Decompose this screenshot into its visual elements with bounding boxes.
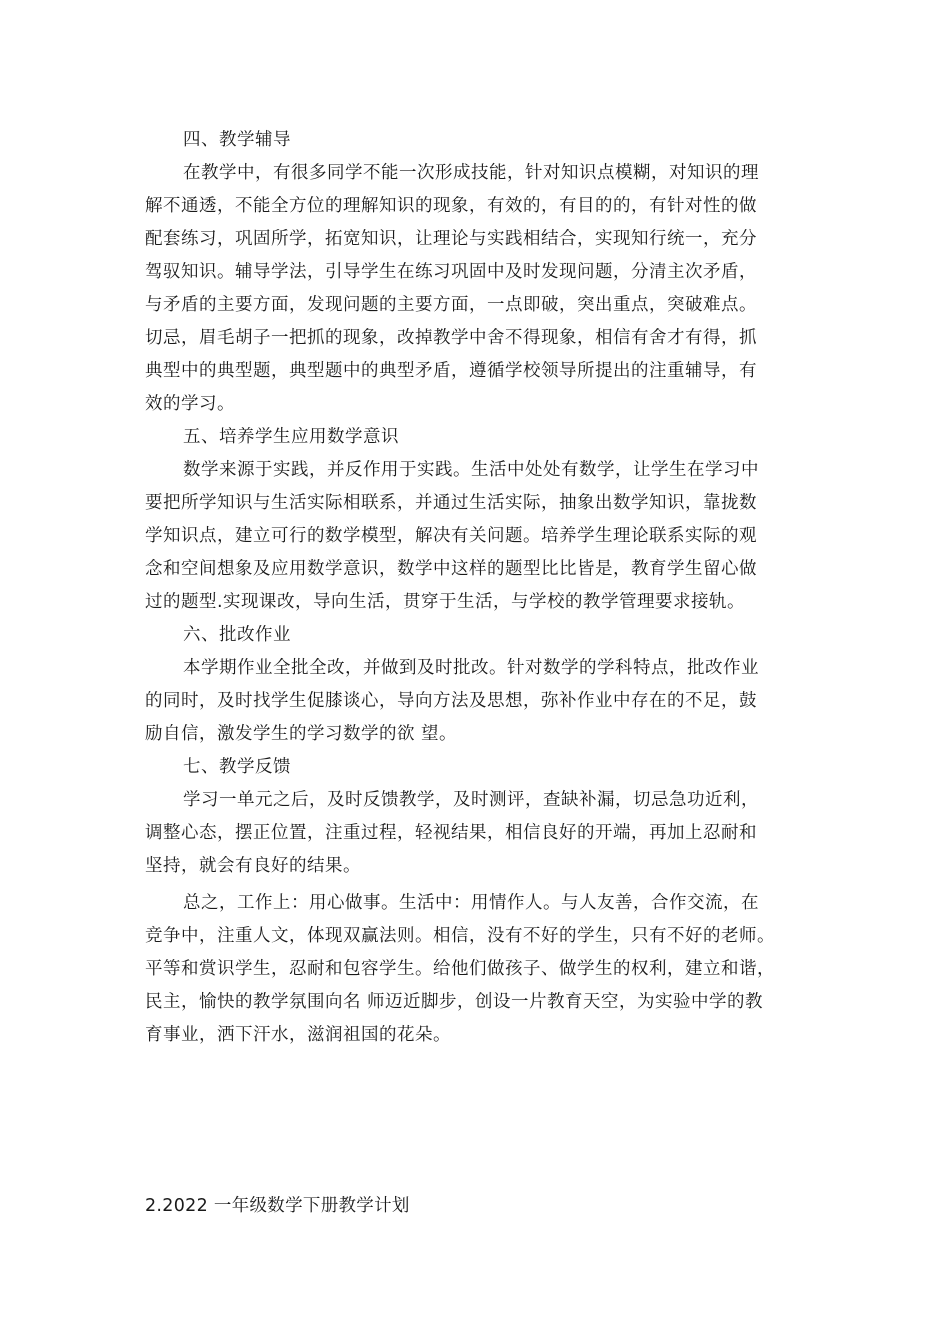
section-heading-math-awareness: 五、培养学生应用数学意识 [183,427,399,447]
paragraph-line: 典型中的典型题，典型题中的典型矛盾，遵循学校领导所提出的注重辅导，有 [145,361,757,381]
paragraph-line: 的同时，及时找学生促膝谈心，导向方法及思想，弥补作业中存在的不足，鼓 [145,691,757,711]
paragraph-line: 要把所学知识与生活实际相联系，并通过生活实际，抽象出数学知识，靠拢数 [145,493,757,513]
paragraph-line: 学知识点，建立可行的数学模型，解决有关问题。培养学生理论联系实际的观 [145,526,757,546]
section-heading-teaching-guidance: 四、教学辅导 [183,130,291,150]
paragraph-line: 在教学中，有很多同学不能一次形成技能，针对知识点模糊，对知识的理 [183,163,759,183]
paragraph-line: 坚持，就会有良好的结果。 [145,856,361,876]
section-paragraph-math-awareness [145,454,815,619]
section-heading-feedback: 七、教学反馈 [183,757,291,777]
paragraph-line: 育事业，洒下汗水，滋润祖国的花朵。 [145,1025,451,1045]
section-paragraph-teaching-guidance [145,157,815,421]
paragraph-line: 竞争中，注重人文，体现双赢法则。相信，没有不好的学生，只有不好的老师。 [145,926,775,946]
section-paragraph-homework [145,652,815,751]
paragraph-line: 切忌，眉毛胡子一把抓的现象，改掉教学中舍不得现象，相信有舍才有得，抓 [145,328,757,348]
paragraph-line: 总之，工作上：用心做事。生活中：用情作人。与人友善，合作交流，在 [183,893,759,913]
paragraph-line: 励自信，激发学生的学习数学的欲 望。 [145,724,458,744]
paragraph-line: 过的题型.实现课改，导向生活，贯穿于生活，与学校的教学管理要求接轨。 [145,592,746,612]
paragraph-line: 解不通透，不能全方位的理解知识的现象，有效的，有目的的，有针对性的做 [145,196,757,216]
paragraph-line: 本学期作业全批全改，并做到及时批改。针对数学的学科特点，批改作业 [183,658,759,678]
section-paragraph-feedback [145,784,815,883]
paragraph-line: 数学来源于实践，并反作用于实践。生活中处处有数学，让学生在学习中 [183,460,759,480]
paragraph-line: 调整心态，摆正位置，注重过程，轻视结果，相信良好的开端，再加上忍耐和 [145,823,757,843]
section-heading-homework: 六、批改作业 [183,625,291,645]
paragraph-line: 念和空间想象及应用数学意识，数学中这样的题型比比皆是，教育学生留心做 [145,559,757,579]
paragraph-line: 与矛盾的主要方面，发现问题的主要方面，一点即破，突出重点，突破难点。 [145,295,757,315]
paragraph-line: 配套练习，巩固所学，拓宽知识，让理论与实践相结合，实现知行统一，充分 [145,229,757,249]
document-body [145,124,815,1052]
paragraph-line: 平等和赏识学生，忍耐和包容学生。给他们做孩子、做学生的权利，建立和谐， [145,959,775,979]
paragraph-line: 民主，愉快的教学氛围向名 师迈近脚步，创设一片教育天空，为实验中学的教 [145,992,764,1012]
paragraph-line: 驾驭知识。辅导学法，引导学生在练习巩固中及时发现问题，分清主次矛盾， [145,262,757,282]
next-document-title: 2.2022 一年级数学下册教学计划 [145,1196,410,1216]
conclusion-paragraph [145,887,815,1052]
paragraph-line: 学习一单元之后，及时反馈教学，及时测评，查缺补漏，切忌急功近利， [183,790,759,810]
paragraph-line: 效的学习。 [145,394,235,414]
